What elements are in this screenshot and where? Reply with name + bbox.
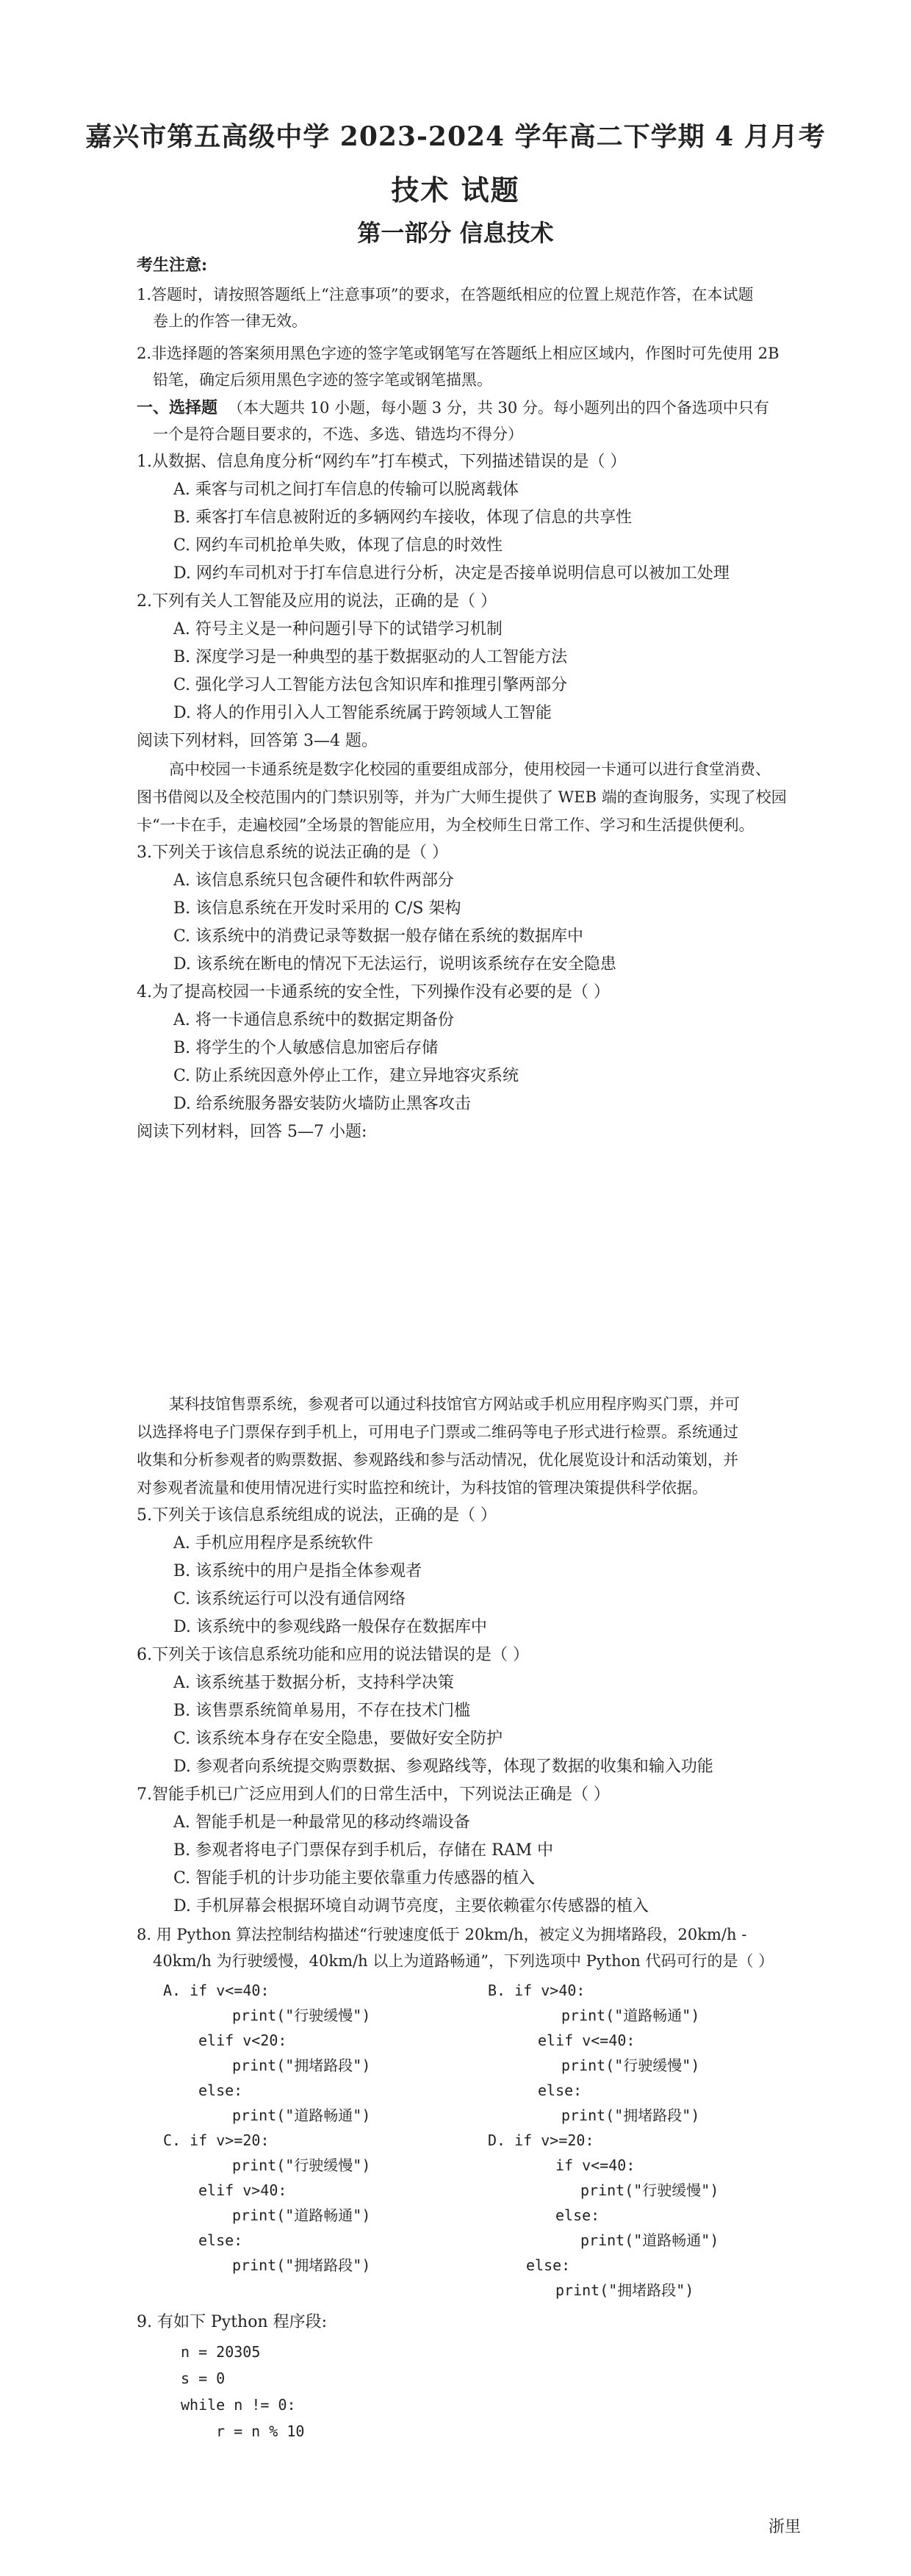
read1-intro: 阅读下列材料，回答第 3—4 题。 bbox=[137, 732, 378, 750]
notice-item-2-cont: 铅笔，确定后须用黑色字迹的签字笔或钢笔描黑。 bbox=[153, 371, 492, 389]
q8-option-b-line-1: B. if v>40: bbox=[488, 1982, 586, 1999]
q9-code-line-3: while n != 0: bbox=[181, 2396, 296, 2414]
q3-stem: 3.下列关于该信息系统的说法正确的是（ ） bbox=[137, 843, 448, 862]
footer-watermark: 浙里 bbox=[768, 2518, 801, 2536]
q8-option-d-line-4: else: bbox=[555, 2206, 600, 2224]
q8-option-c-line-6: print("拥堵路段") bbox=[232, 2256, 371, 2274]
q8-option-a-line-5: else: bbox=[198, 2082, 243, 2099]
read2-para-2: 以选择将电子门票保存到手机上，可用电子门票或二维码等电子形式进行检票。系统通过 bbox=[137, 1423, 738, 1441]
section-desc: （本大题共 10 小题，每小题 3 分，共 30 分。每小题列出的四个备选项中只有 bbox=[228, 399, 769, 417]
q4-option-b: B. 将学生的个人敏感信息加密后存储 bbox=[173, 1039, 439, 1057]
q2-option-d: D. 将人的作用引入人工智能系统属于跨领域人工智能 bbox=[173, 704, 552, 722]
q8-option-b-line-3: elif v<=40: bbox=[538, 2032, 635, 2049]
q5-option-a: A. 手机应用程序是系统软件 bbox=[173, 1534, 373, 1553]
q8-option-d-line-3: print("行驶缓慢") bbox=[580, 2181, 719, 2199]
q8-option-d-line-6: else: bbox=[526, 2256, 571, 2274]
q2-option-c: C. 强化学习人工智能方法包含知识库和推理引擎两部分 bbox=[173, 676, 568, 694]
q9-code-line-4: r = n % 10 bbox=[216, 2422, 305, 2440]
notice-item-1: 1.答题时，请按照答题纸上“注意事项”的要求，在答题纸相应的位置上规范作答，在本试题 bbox=[137, 286, 754, 303]
q4-option-c: C. 防止系统因意外停止工作，建立异地容灾系统 bbox=[173, 1067, 519, 1085]
read1-para-3: 卡“一卡在手，走遍校园”全场景的智能应用，为全校师生日常工作、学习和生活提供便利。 bbox=[137, 816, 755, 834]
q2-option-a: A. 符号主义是一种问题引导下的试错学习机制 bbox=[173, 620, 503, 638]
q2-option-b: B. 深度学习是一种典型的基于数据驱动的人工智能方法 bbox=[173, 648, 568, 666]
q8-stem: 8. 用 Python 算法控制结构描述“行驶速度低于 20km/h，被定义为拥堵路段，20km/h - bbox=[137, 1926, 747, 1943]
read2-para-3: 收集和分析参观者的购票数据、参观路线和参与活动情况，优化展览设计和活动策划，并 bbox=[137, 1451, 738, 1469]
q8-option-b-line-5: else: bbox=[538, 2082, 583, 2099]
q9-stem: 9. 有如下 Python 程序段: bbox=[137, 2313, 328, 2331]
q4-option-d: D. 给系统服务器安装防火墙防止黑客攻击 bbox=[173, 1095, 471, 1113]
q1-option-b: B. 乘客打车信息被附近的多辆网约车接收，体现了信息的共享性 bbox=[173, 508, 633, 527]
notice-item-2: 2.非选择题的答案须用黑色字迹的签字笔或钢笔写在答题纸上相应区域内，作图时可先使用 2B bbox=[137, 345, 779, 362]
q8-option-d-line-2: if v<=40: bbox=[555, 2156, 635, 2174]
exam-title: 嘉兴市第五高级中学 2023-2024 学年高二下学期 4 月月考 bbox=[85, 121, 826, 152]
q8-option-b-line-2: print("道路畅通") bbox=[561, 2007, 700, 2024]
q8-option-a-line-6: print("道路畅通") bbox=[232, 2107, 371, 2124]
read1-para-1: 高中校园一卡通系统是数字化校园的重要组成部分，使用校园一卡通可以进行食堂消费、 bbox=[169, 760, 771, 778]
q2-stem: 2.下列有关人工智能及应用的说法，正确的是（ ） bbox=[137, 592, 497, 611]
q8-option-c-line-2: print("行驶缓慢") bbox=[232, 2156, 371, 2174]
q7-stem: 7.智能手机已广泛应用到人们的日常生活中，下列说法正确是（ ） bbox=[137, 1785, 610, 1804]
q1-option-a: A. 乘客与司机之间打车信息的传输可以脱离载体 bbox=[173, 481, 519, 499]
q1-option-c: C. 网约车司机抢单失败，体现了信息的时效性 bbox=[173, 536, 503, 555]
part-title: 第一部分 信息技术 bbox=[357, 219, 554, 247]
notice-item-1-cont: 卷上的作答一律无效。 bbox=[153, 312, 307, 330]
q5-option-c: C. 该系统运行可以没有通信网络 bbox=[173, 1590, 406, 1608]
q8-option-d-line-5: print("道路畅通") bbox=[580, 2231, 719, 2249]
q8-option-b-line-6: print("拥堵路段") bbox=[561, 2107, 700, 2124]
q8-option-c-line-5: else: bbox=[198, 2231, 243, 2249]
q8-option-b-line-4: print("行驶缓慢") bbox=[561, 2057, 700, 2074]
notice-heading: 考生注意: bbox=[137, 256, 208, 275]
read2-para-1: 某科技馆售票系统，参观者可以通过科技馆官方网站或手机应用程序购买门票，并可 bbox=[169, 1395, 740, 1413]
q6-stem: 6.下列关于该信息系统功能和应用的说法错误的是（ ） bbox=[137, 1646, 529, 1664]
q1-stem: 1.从数据、信息角度分析“网约车”打车模式，下列描述错误的是（ ） bbox=[137, 453, 627, 471]
q4-option-a: A. 将一卡通信息系统中的数据定期备份 bbox=[173, 1011, 454, 1029]
q4-stem: 4.为了提高校园一卡通系统的安全性，下列操作没有必要的是（ ） bbox=[137, 983, 610, 1001]
q7-option-d: D. 手机屏幕会根据环境自动调节亮度，主要依赖霍尔传感器的植入 bbox=[173, 1897, 649, 1915]
q5-stem: 5.下列关于该信息系统组成的说法，正确的是（ ） bbox=[137, 1506, 497, 1525]
q6-option-d: D. 参观者向系统提交购票数据、参观路线等，体现了数据的收集和输入功能 bbox=[173, 1757, 713, 1776]
q7-option-a: A. 智能手机是一种最常见的移动终端设备 bbox=[173, 1813, 470, 1832]
q7-option-c: C. 智能手机的计步功能主要依靠重力传感器的植入 bbox=[173, 1869, 536, 1888]
q3-option-a: A. 该信息系统只包含硬件和软件两部分 bbox=[173, 871, 454, 890]
section-heading: 一、选择题 bbox=[137, 398, 218, 417]
q9-code-line-1: n = 20305 bbox=[181, 2343, 261, 2361]
q8-option-a-line-2: print("行驶缓慢") bbox=[232, 2007, 371, 2024]
q8-option-c-line-4: print("道路畅通") bbox=[232, 2206, 371, 2224]
q8-option-d-line-1: D. if v>=20: bbox=[488, 2131, 594, 2149]
q6-option-a: A. 该系统基于数据分析，支持科学决策 bbox=[173, 1674, 454, 1692]
q5-option-d: D. 该系统中的参观线路一般保存在数据库中 bbox=[173, 1618, 487, 1636]
q1-option-d: D. 网约车司机对于打车信息进行分析，决定是否接单说明信息可以被加工处理 bbox=[173, 564, 730, 583]
q3-option-b: B. 该信息系统在开发时采用的 C/S 架构 bbox=[173, 899, 461, 918]
q8-option-d-line-7: print("拥堵路段") bbox=[555, 2281, 694, 2299]
read1-para-2: 图书借阅以及全校范围内的门禁识别等，并为广大师生提供了 WEB 端的查询服务，实现了校园 bbox=[137, 788, 787, 806]
q3-option-d: D. 该系统在断电的情况下无法运行，说明该系统存在安全隐患 bbox=[173, 955, 616, 974]
q7-option-b: B. 参观者将电子门票保存到手机后，存储在 RAM 中 bbox=[173, 1841, 554, 1860]
q6-option-b: B. 该售票系统简单易用，不存在技术门槛 bbox=[173, 1702, 471, 1720]
q8-option-a-line-3: elif v<20: bbox=[198, 2032, 287, 2049]
q8-stem-cont: 40km/h 为行驶缓慢，40km/h 以上为道路畅通”，下列选项中 Python 代码可行的是（ ） bbox=[153, 1952, 774, 1970]
q8-option-a-line-4: print("拥堵路段") bbox=[232, 2057, 371, 2074]
q5-option-b: B. 该系统中的用户是指全体参观者 bbox=[173, 1562, 422, 1580]
q8-option-a-line-1: A. if v<=40: bbox=[163, 1982, 270, 1999]
q6-option-c: C. 该系统本身存在安全隐患，要做好安全防护 bbox=[173, 1730, 503, 1748]
subject-title: 技术 试题 bbox=[391, 173, 520, 206]
read2-intro: 阅读下列材料，回答 5—7 小题: bbox=[137, 1123, 367, 1141]
section-desc-cont: 一个是符合题目要求的，不选、多选、错选均不得分） bbox=[153, 425, 523, 443]
read2-para-4: 对参观者流量和使用情况进行实时监控和统计，为科技馆的管理决策提供科学依据。 bbox=[137, 1479, 707, 1497]
q9-code-line-2: s = 0 bbox=[181, 2370, 226, 2387]
q8-option-c-line-1: C. if v>=20: bbox=[163, 2131, 270, 2149]
q3-option-c: C. 该系统中的消费记录等数据一般存储在系统的数据库中 bbox=[173, 927, 584, 946]
q8-option-c-line-3: elif v>40: bbox=[198, 2181, 287, 2199]
